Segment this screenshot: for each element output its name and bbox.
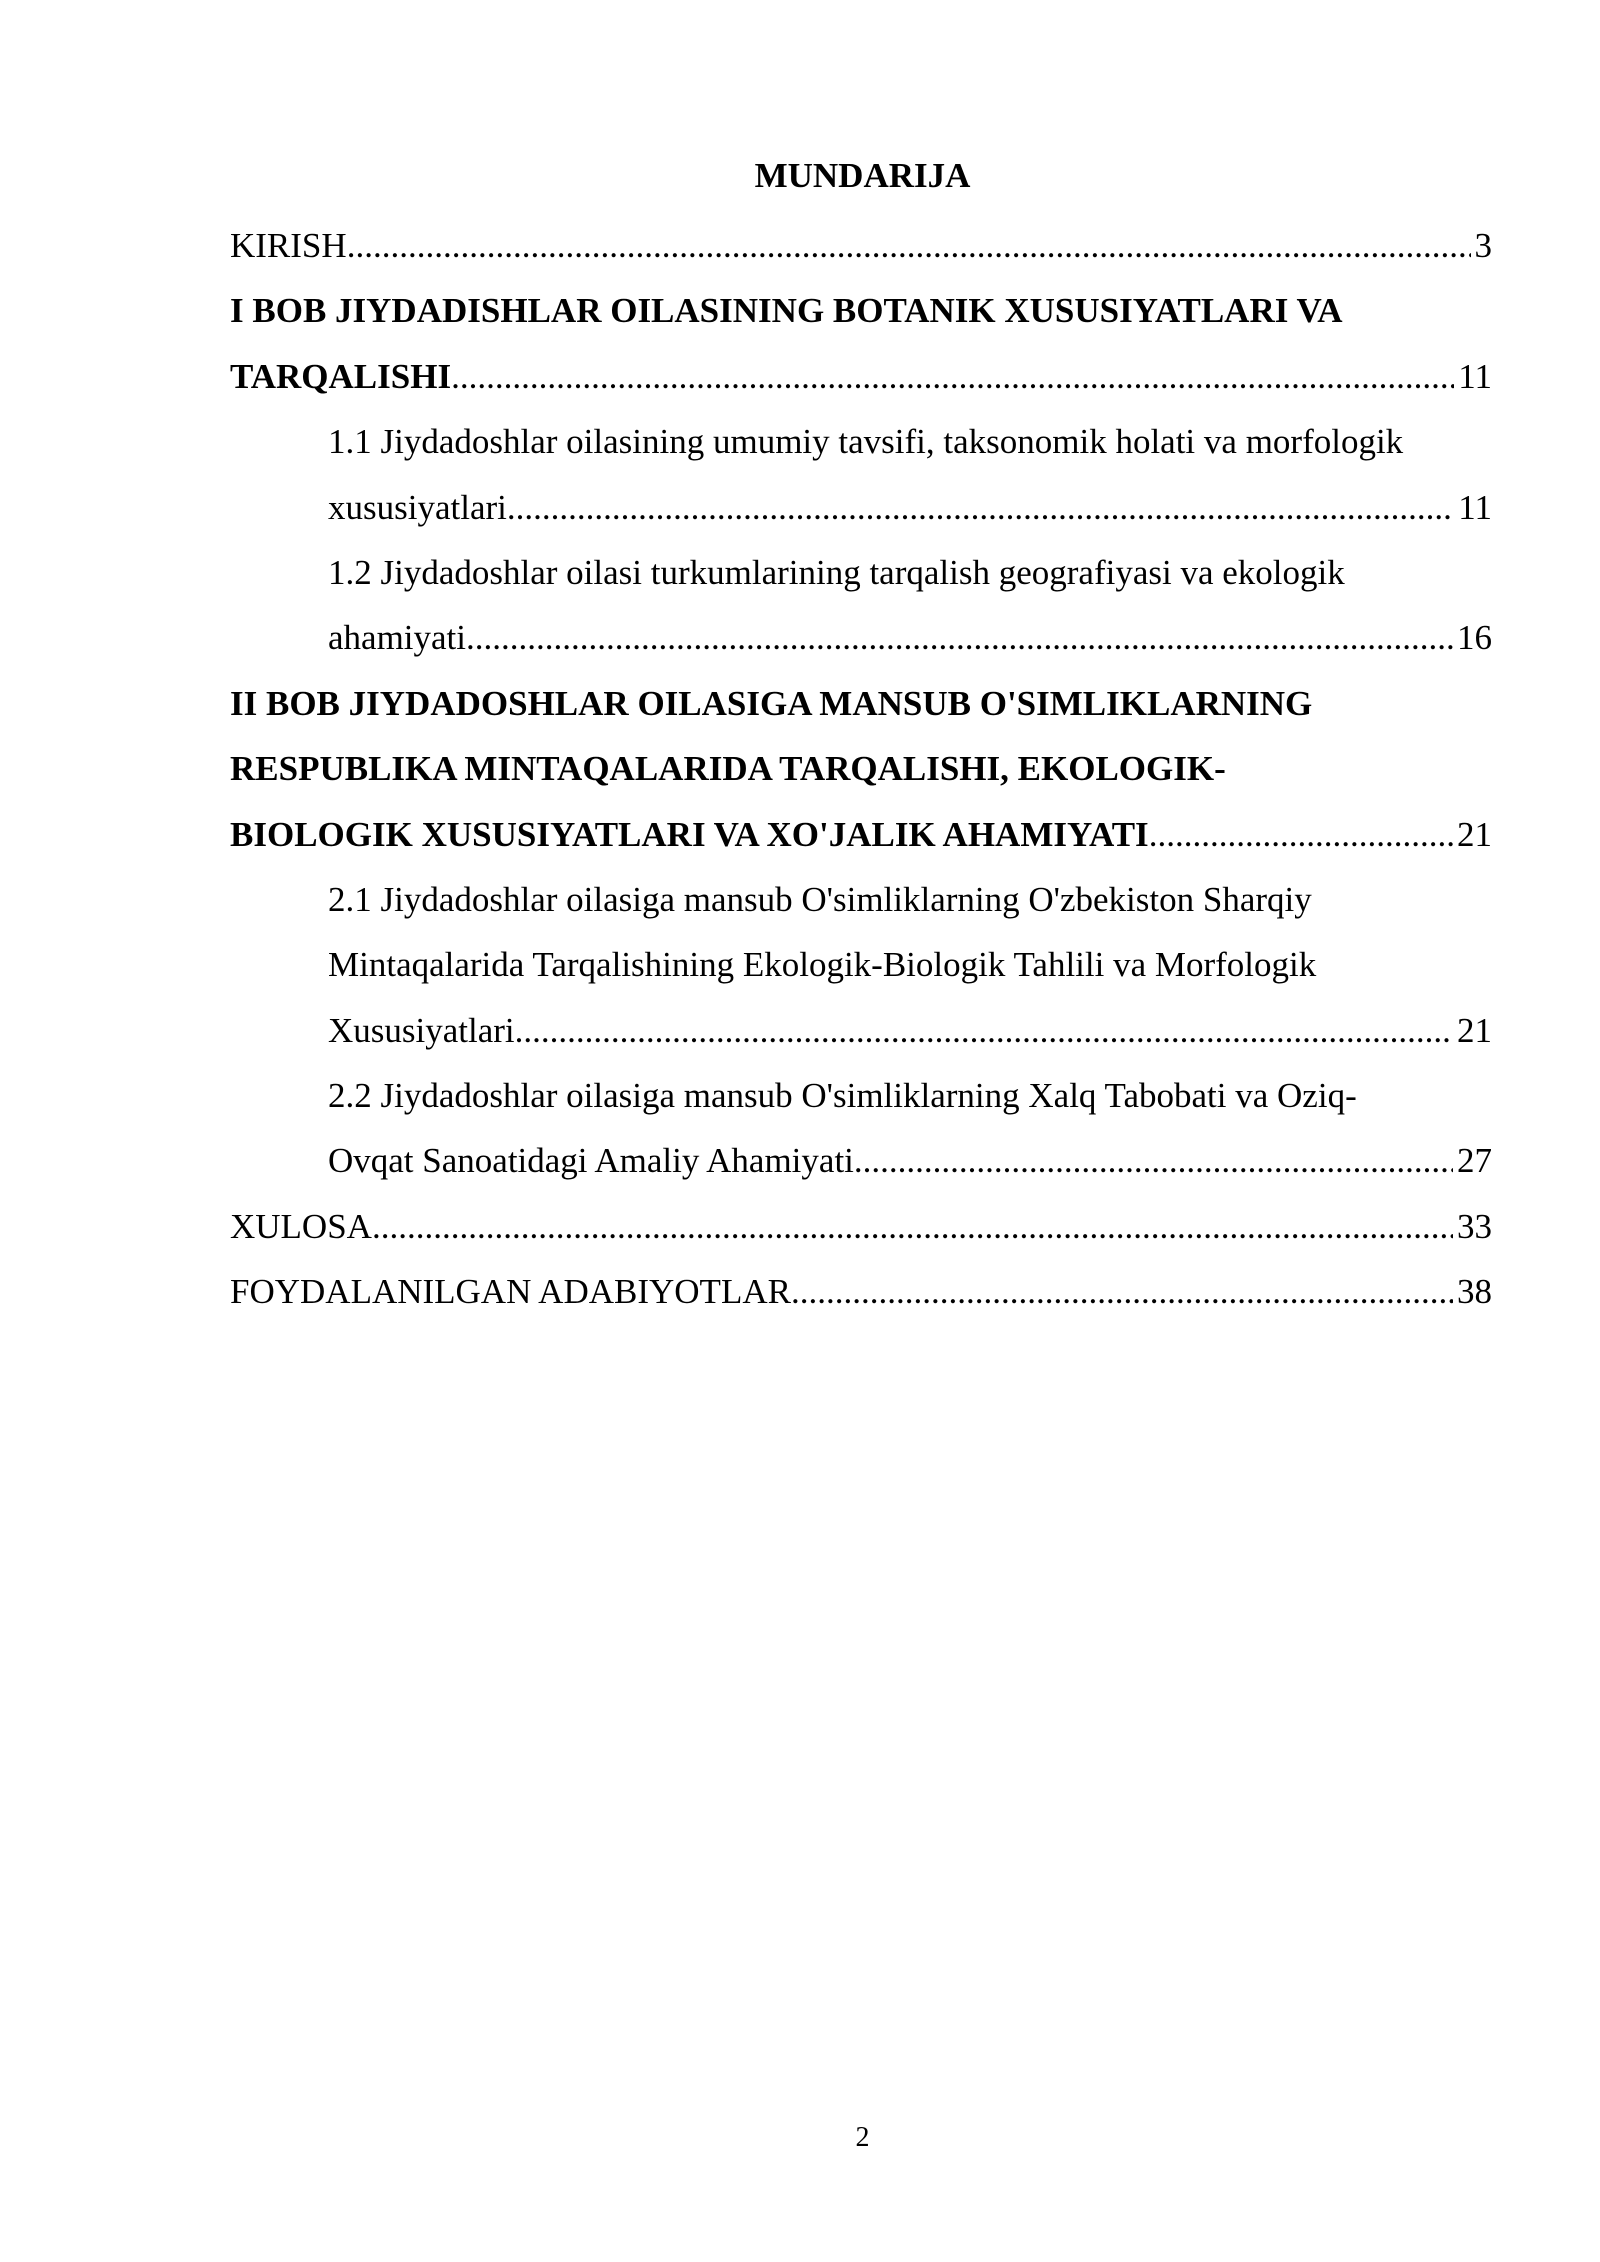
dot-leader [854, 1128, 1453, 1193]
toc-entry-label: Ovqat Sanoatidagi Amaliy Ahamiyati [328, 1141, 854, 1181]
toc-entry-label: 2.2 Jiydadoshlar oilasiga mansub O'simliklarning Xalq Tabobati va Oziq- [328, 1076, 1357, 1116]
toc-entry-chapter-2-line-3[interactable] [230, 802, 1492, 867]
dot-leader [515, 998, 1453, 1063]
toc-entry-chapter-1-line-1[interactable] [230, 278, 1492, 343]
dot-leader [507, 475, 1454, 540]
toc-page-number: 38 [1457, 1272, 1492, 1312]
toc-page-number: 16 [1457, 618, 1492, 658]
toc-entry-xulosa[interactable] [230, 1194, 1492, 1259]
toc-entry-section-1-1-line-1[interactable] [230, 409, 1492, 474]
toc-entry-section-1-1-line-2[interactable] [230, 475, 1492, 540]
toc-entry-label: FOYDALANILGAN ADABIYOTLAR [230, 1272, 791, 1312]
dot-leader [347, 213, 1471, 278]
toc-entry-section-1-2-line-1[interactable] [230, 540, 1492, 605]
toc-entry-label: KIRISH [230, 226, 347, 265]
toc-page-number: 3 [1474, 226, 1492, 265]
toc-entry-section-2-1-line-3[interactable] [230, 998, 1492, 1063]
toc-page-number: 11 [1458, 356, 1492, 396]
toc-entry-section-2-1-line-1[interactable] [230, 867, 1492, 932]
toc-entry-label: II BOB JIYDADOSHLAR OILASIGA MANSUB O'SIMLIKLARNING [230, 683, 1313, 723]
toc-entry-label: Xususiyatlari [328, 1010, 515, 1050]
dot-leader [451, 344, 1454, 409]
page-title: MUNDARIJA [754, 156, 971, 195]
toc-entry-label: TARQALISHI [230, 356, 452, 396]
dot-leader [372, 1194, 1453, 1259]
dot-leader [1149, 802, 1453, 867]
toc-page-number: 33 [1457, 1206, 1492, 1246]
toc-entry-kirish[interactable] [230, 213, 1492, 278]
toc-page-number: 21 [1457, 814, 1492, 854]
toc-entry-section-2-1-line-2[interactable] [230, 932, 1492, 997]
toc-entry-section-1-2-line-2[interactable] [230, 605, 1492, 670]
page-number: 2 [855, 2122, 870, 2153]
toc-entry-label: XULOSA [230, 1206, 372, 1246]
toc-entry-label: 1.2 Jiydadoshlar oilasi turkumlarining tarqalish geografiyasi va ekologik [328, 552, 1345, 592]
toc-entry-section-2-2-line-1[interactable] [230, 1063, 1492, 1128]
toc-entry-chapter-1-line-2[interactable] [230, 344, 1492, 409]
toc-entry-section-2-2-line-2[interactable] [230, 1128, 1492, 1193]
toc-entry-label: RESPUBLIKA MINTAQALARIDA TARQALISHI, EKOLOGIK- [230, 749, 1226, 789]
toc-entry-chapter-2-line-2[interactable] [230, 736, 1492, 801]
toc-page-number: 27 [1457, 1141, 1492, 1181]
toc-entry-chapter-2-line-1[interactable] [230, 671, 1492, 736]
toc-entry-label: 2.1 Jiydadoshlar oilasiga mansub O'simliklarning O'zbekiston Sharqiy [328, 879, 1312, 919]
toc-page-number: 21 [1457, 1010, 1492, 1050]
dot-leader [466, 605, 1453, 670]
toc-entry-label: xususiyatlari [328, 487, 507, 527]
table-of-contents [230, 213, 1492, 1325]
toc-entry-label: I BOB JIYDADISHLAR OILASINING BOTANIK XUSUSIYATLARI VA [230, 291, 1343, 331]
dot-leader [791, 1259, 1453, 1324]
toc-entry-adabiyotlar[interactable] [230, 1259, 1492, 1324]
toc-entry-label: BIOLOGIK XUSUSIYATLARI VA XO'JALIK AHAMIYATI [230, 814, 1149, 854]
toc-entry-label: 1.1 Jiydadoshlar oilasining umumiy tavsifi, taksonomik holati va morfologik [328, 422, 1404, 462]
toc-entry-label: Mintaqalarida Tarqalishining Ekologik-Biologik Tahlili va Morfologik [328, 945, 1317, 985]
toc-page-number: 11 [1458, 487, 1492, 527]
toc-entry-label: ahamiyati [328, 618, 467, 658]
